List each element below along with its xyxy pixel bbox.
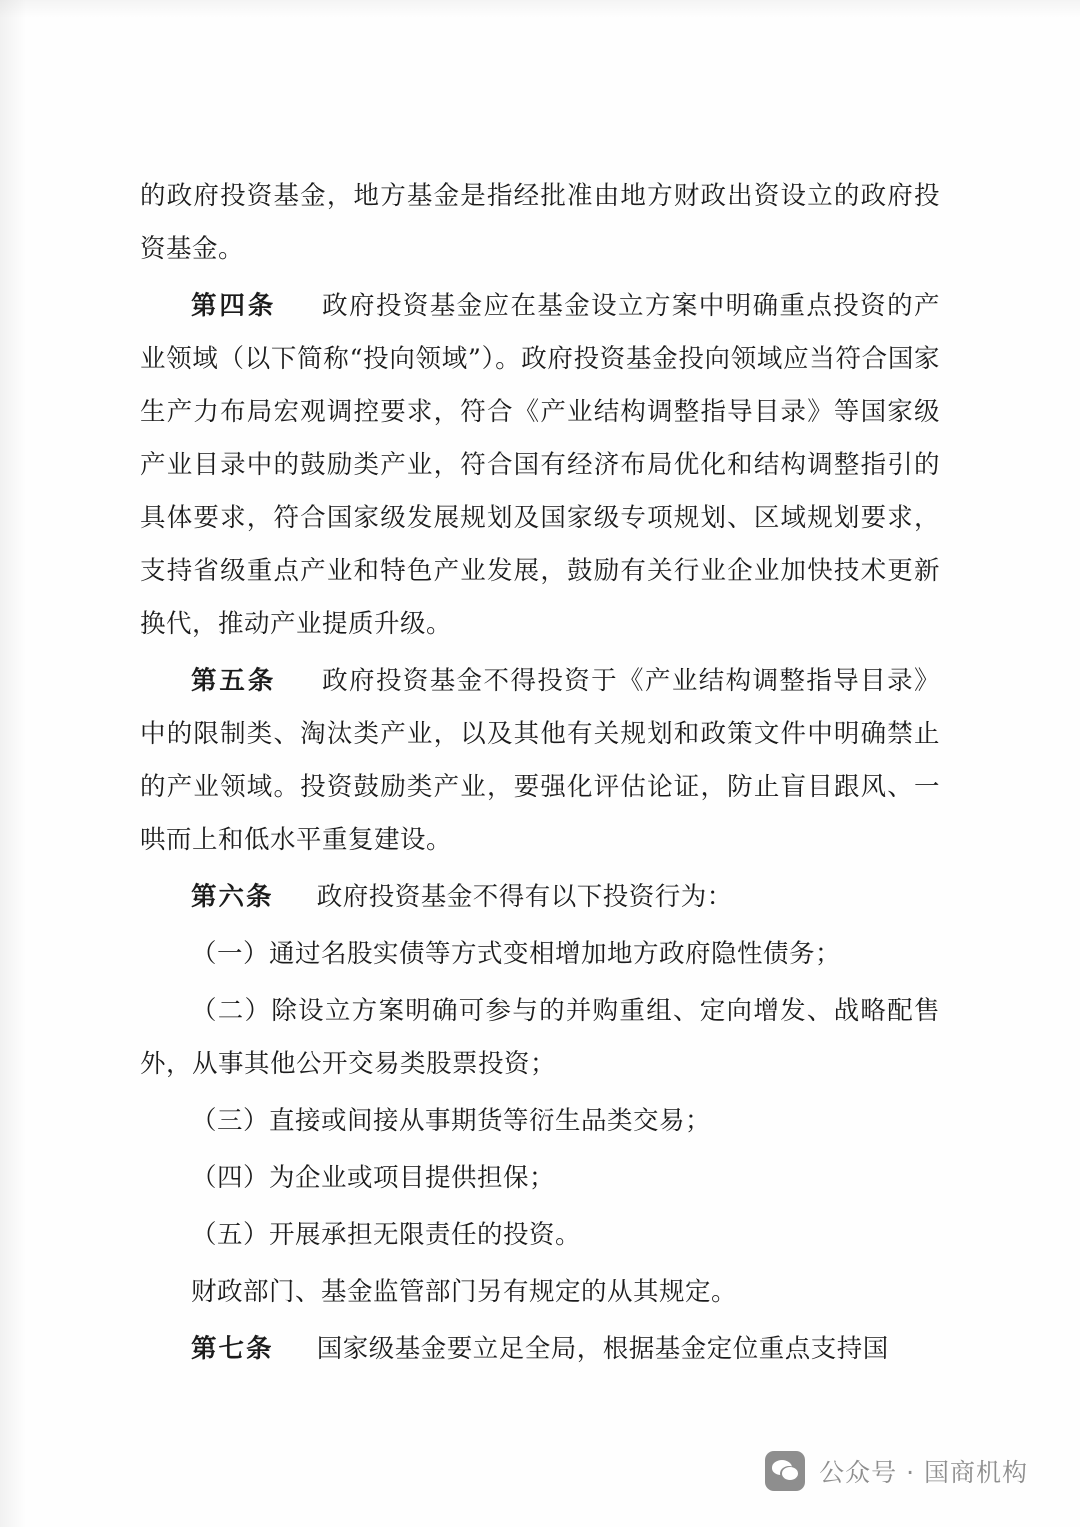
list-item-5-text: （五）开展承担无限责任的投资。: [191, 1220, 582, 1250]
article-6-label: 第六条: [191, 882, 274, 912]
footer-brand: [765, 1451, 1028, 1491]
article-6-paragraph: [140, 871, 940, 924]
paragraph-text: 的政府投资基金，地方基金是指经批准由地方财政出资设立的政府投资基金。: [140, 181, 940, 264]
footer-brand-label: 公众号 · 国商机构: [819, 1458, 1028, 1487]
list-item-5: [140, 1209, 940, 1262]
article-6-text: 政府投资基金不得有以下投资行为：: [316, 882, 733, 912]
article-5-paragraph: [140, 655, 940, 867]
list-item-2: [140, 985, 940, 1091]
list-item-1: [140, 928, 940, 981]
scan-edge-shading-top: [0, 0, 1080, 18]
list-item-2-text: （二）除设立方案明确可参与的并购重组、定向增发、战略配售外，从事其他公开交易类股票投资；: [140, 996, 940, 1079]
article-7-paragraph: [140, 1323, 940, 1376]
list-item-3: [140, 1095, 940, 1148]
article-7-label: 第七条: [191, 1334, 274, 1364]
article-5-label: 第五条: [191, 666, 277, 696]
article-7-text: 国家级基金要立足全局，根据基金定位重点支持国: [316, 1334, 889, 1364]
supplement-paragraph: [140, 1266, 940, 1319]
list-item-4: [140, 1152, 940, 1205]
document-body: [140, 170, 940, 1380]
list-item-1-text: （一）通过名股实债等方式变相增加地方政府隐性债务；: [191, 939, 842, 969]
list-item-4-text: （四）为企业或项目提供担保；: [191, 1163, 556, 1193]
article-4-label: 第四条: [191, 291, 277, 321]
scan-edge-shading-left: [0, 0, 26, 1527]
list-item-3-text: （三）直接或间接从事期货等衍生品类交易；: [191, 1106, 712, 1136]
article-5-text: 政府投资基金不得投资于《产业结构调整指导目录》中的限制类、淘汰类产业，以及其他有关规划和政策文件中明确禁止的产业领域。投资鼓励类产业，要强化评估论证，防止盲目跟风、一哄而上和低水平重复建设。: [140, 666, 940, 855]
wechat-icon: [765, 1451, 805, 1491]
article-4-paragraph: [140, 280, 940, 651]
paragraph-continued: [140, 170, 940, 276]
article-4-text: 政府投资基金应在基金设立方案中明确重点投资的产业领域（以下简称“投向领域”）。政府投资基金投向领域应当符合国家生产力布局宏观调控要求，符合《产业结构调整指导目录》等国家级产业目录中的鼓励类产业，符合国有经济布局优化和结构调整指引的具体要求，符合国家级发展规划及国家级专项规划、区域规划要求，支持省级重点产业和特色产业发展，鼓励有关行业企业加快技术更新换代，推动产业提质升级。: [140, 291, 940, 639]
supplement-text: 财政部门、基金监管部门另有规定的从其规定。: [191, 1277, 738, 1307]
